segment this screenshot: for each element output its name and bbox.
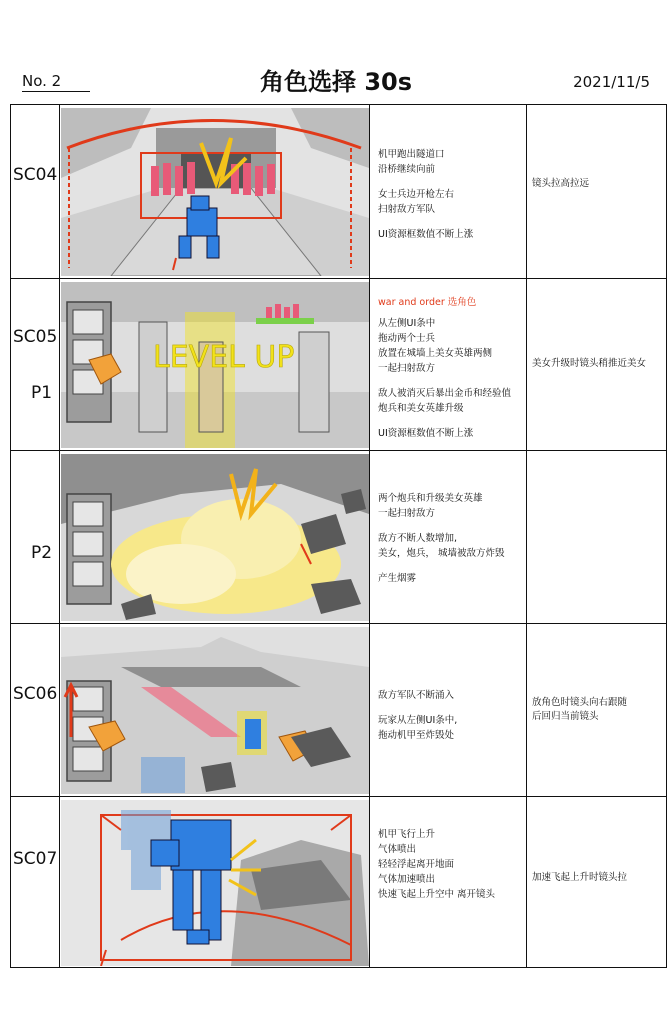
storyboard-frame	[61, 282, 369, 448]
frame-sketch	[61, 800, 369, 966]
storyboard-row	[11, 450, 666, 623]
storyboard-frame	[61, 108, 369, 276]
description-line: 炮兵和美女英雄升级	[378, 403, 464, 414]
description-line: 敌人被消灭后暴出金币和经验值	[378, 388, 512, 399]
description-line: 敌方军队不断涌入	[378, 690, 455, 701]
description-line: 玩家从左侧UI条中,	[378, 715, 458, 726]
frame-sketch	[61, 108, 369, 276]
description-line: 拖动机甲至炸毁处	[378, 730, 455, 741]
doc-date: 2021/11/5	[573, 73, 650, 91]
description-line: 从左侧UI条中	[378, 318, 436, 329]
camera-note: 美女升级时镜头稍推近美女	[532, 358, 647, 369]
description-line: 放置在城墙上美女英雄两侧	[378, 348, 493, 359]
description-line: 气体加速喷出	[378, 874, 436, 885]
description-line: 两个炮兵和升级美女英雄	[378, 493, 483, 504]
storyboard-row	[11, 278, 666, 450]
description-line: 机甲飞行上升	[378, 829, 436, 840]
description-line: 气体喷出	[378, 844, 417, 855]
storyboard-frame	[61, 454, 369, 621]
scene-description	[378, 491, 528, 586]
doc-number: No. 2	[22, 72, 90, 92]
frame-sketch	[61, 454, 369, 621]
part-label: P1	[31, 383, 53, 403]
camera-note: 镜头拉高拉远	[532, 178, 590, 189]
description-line: UI资源框数值不断上涨	[378, 229, 474, 240]
page-title: 角色选择 30s	[259, 68, 413, 96]
scene-description	[378, 827, 528, 902]
description-line: 沿桥继续向前	[378, 164, 436, 175]
level-up-overlay: LEVEL UP	[153, 340, 295, 375]
frame-sketch	[61, 627, 369, 794]
storyboard-row	[11, 796, 666, 967]
scene-description	[378, 147, 528, 242]
storyboard-frame	[61, 800, 369, 966]
part-label: P2	[31, 543, 53, 563]
scene-description	[378, 688, 528, 743]
scene-label: SC06	[13, 684, 58, 704]
description-line: 一起扫射敌方	[378, 363, 436, 374]
storyboard-table	[10, 104, 667, 968]
camera-note: 放角色时镜头向右跟随 后回归当前镜头	[532, 697, 628, 722]
description-line: 女士兵边开枪左右	[378, 189, 455, 200]
description-highlight: war and order 选角色	[378, 297, 477, 308]
description-line: 快速飞起上升空中 离开镜头	[378, 889, 496, 900]
description-line: 机甲跑出隧道口	[378, 149, 445, 160]
scene-label: SC05	[13, 327, 58, 347]
frame-sketch	[61, 282, 369, 448]
storyboard-row	[11, 623, 666, 796]
description-line: 一起扫射敌方	[378, 508, 436, 519]
description-line: 拖动两个士兵	[378, 333, 436, 344]
description-line: 轻轻浮起离开地面	[378, 859, 455, 870]
description-line: 美女，炮兵， 城墙被敌方炸毁	[378, 548, 505, 559]
storyboard-frame	[61, 627, 369, 794]
description-line: UI资源框数值不断上涨	[378, 428, 474, 439]
camera-note: 加速飞起上升时镜头拉	[532, 872, 628, 883]
scene-label: SC07	[13, 849, 58, 869]
scene-label: SC04	[13, 165, 58, 185]
description-line: 敌方不断人数增加,	[378, 533, 458, 544]
description-line: 产生烟雾	[378, 573, 417, 584]
scene-description	[378, 295, 528, 441]
description-line: 扫射敌方军队	[378, 204, 436, 215]
storyboard-row	[11, 105, 666, 278]
